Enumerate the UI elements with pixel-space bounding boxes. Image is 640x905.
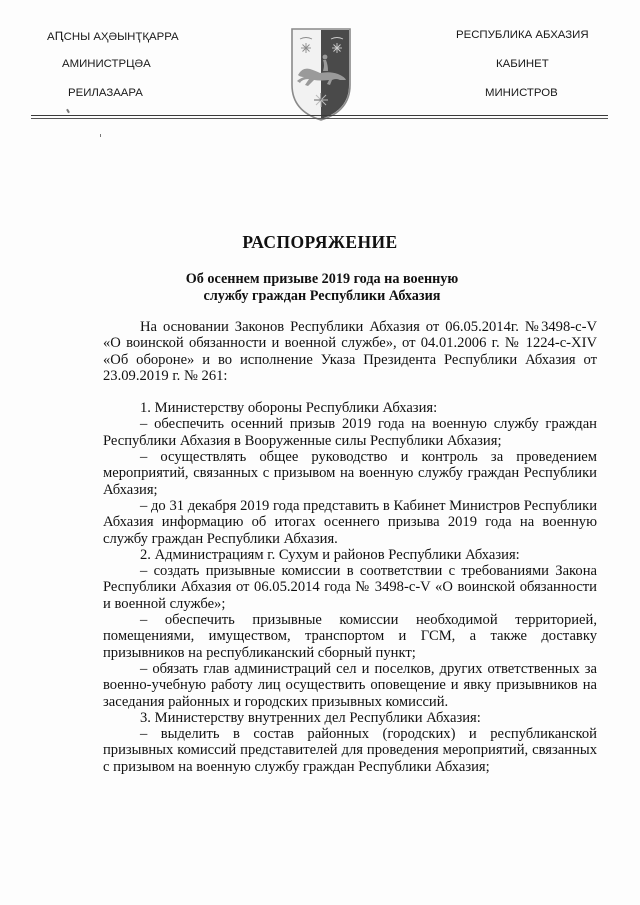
subtitle-line-1: Об осеннем призыве 2019 года на военную <box>185 271 459 287</box>
coat-of-arms-icon <box>290 27 352 122</box>
letterhead-russian-line-2: КАБИНЕТ <box>496 58 549 70</box>
letterhead-abkhaz-line-3: РЕИЛАЗААРА <box>68 87 143 99</box>
document-body <box>103 319 597 775</box>
clause-2-item: – обеспечить призывные комиссии необходимой территорией, помещениями, имуществом, транспортом и ГСМ, а также доставку призывников на республиканский сборный пункт; <box>103 612 597 661</box>
clause-1-item: – осуществлять общее руководство и контроль за проведением мероприятий, связанных с призывом на военную службу граждан Республики Абхазия; <box>103 449 597 498</box>
letterhead-abkhaz-line-1: АԤСНЫ АҲӘЫНҬҚАРРА <box>47 31 179 43</box>
letterhead-russian-line-1: РЕСПУБЛИКА АБХАЗИЯ <box>456 29 589 41</box>
divider-line-bottom <box>31 118 608 119</box>
divider-line-top <box>31 115 608 116</box>
clause-3-item: – выделить в состав районных (городских) и республиканской призывных комиссий представителей для проведения мероприятий, связанных с призывом на военную службу граждан Республики Абхазия; <box>103 726 597 775</box>
clause-2-heading: 2. Администрациям г. Сухум и районов Республики Абхазия: <box>140 546 520 563</box>
letterhead-abkhaz-line-2: АМИНИСТРЦӘА <box>62 58 151 70</box>
clause-1-item: – обеспечить осенний призыв 2019 года на военную службу граждан Республики Абхазия в Вооруженные силы Республики Абхазия; <box>103 416 597 449</box>
scan-artifact <box>66 109 70 113</box>
letterhead-russian-line-3: МИНИСТРОВ <box>485 87 558 99</box>
preamble-paragraph: На основании Законов Республики Абхазия от 06.05.2014г. №3498-с-V «О воинской обязанности и военной службе», от 04.01.2006 г. № 1224-с-XIV «Об обороне» и во исполнение Указа Президента Республики Абхазия от 23.09.2019 г. № 261: <box>103 319 597 384</box>
clause-1-item: – до 31 декабря 2019 года представить в Кабинет Министров Республики Абхазия информацию об итогах осеннего призыва 2019 года на военную службу граждан Республики Абхазия. <box>103 497 597 547</box>
document-title: РАСПОРЯЖЕНИЕ <box>242 232 398 252</box>
clause-2-item: – обязать глав администраций сел и поселков, других ответственных за военно-учебную работу лиц осуществить оповещение и явку призывников на заседания районных и городских призывных комиссий. <box>103 660 597 710</box>
clause-3-heading: 3. Министерству внутренних дел Республики Абхазия: <box>140 709 481 726</box>
clause-1-heading: 1. Министерству обороны Республики Абхазия: <box>140 400 438 417</box>
subtitle-line-2: службу граждан Республики Абхазия <box>203 288 441 304</box>
scan-artifact <box>100 134 101 137</box>
letterhead-divider <box>31 115 608 119</box>
document-subtitle <box>150 271 494 305</box>
clause-2-item: – создать призывные комиссии в соответствии с требованиями Закона Республики Абхазия от 06.05.2014 года № 3498-с-V «О воинской обязанности и военной службе»; <box>103 563 597 612</box>
